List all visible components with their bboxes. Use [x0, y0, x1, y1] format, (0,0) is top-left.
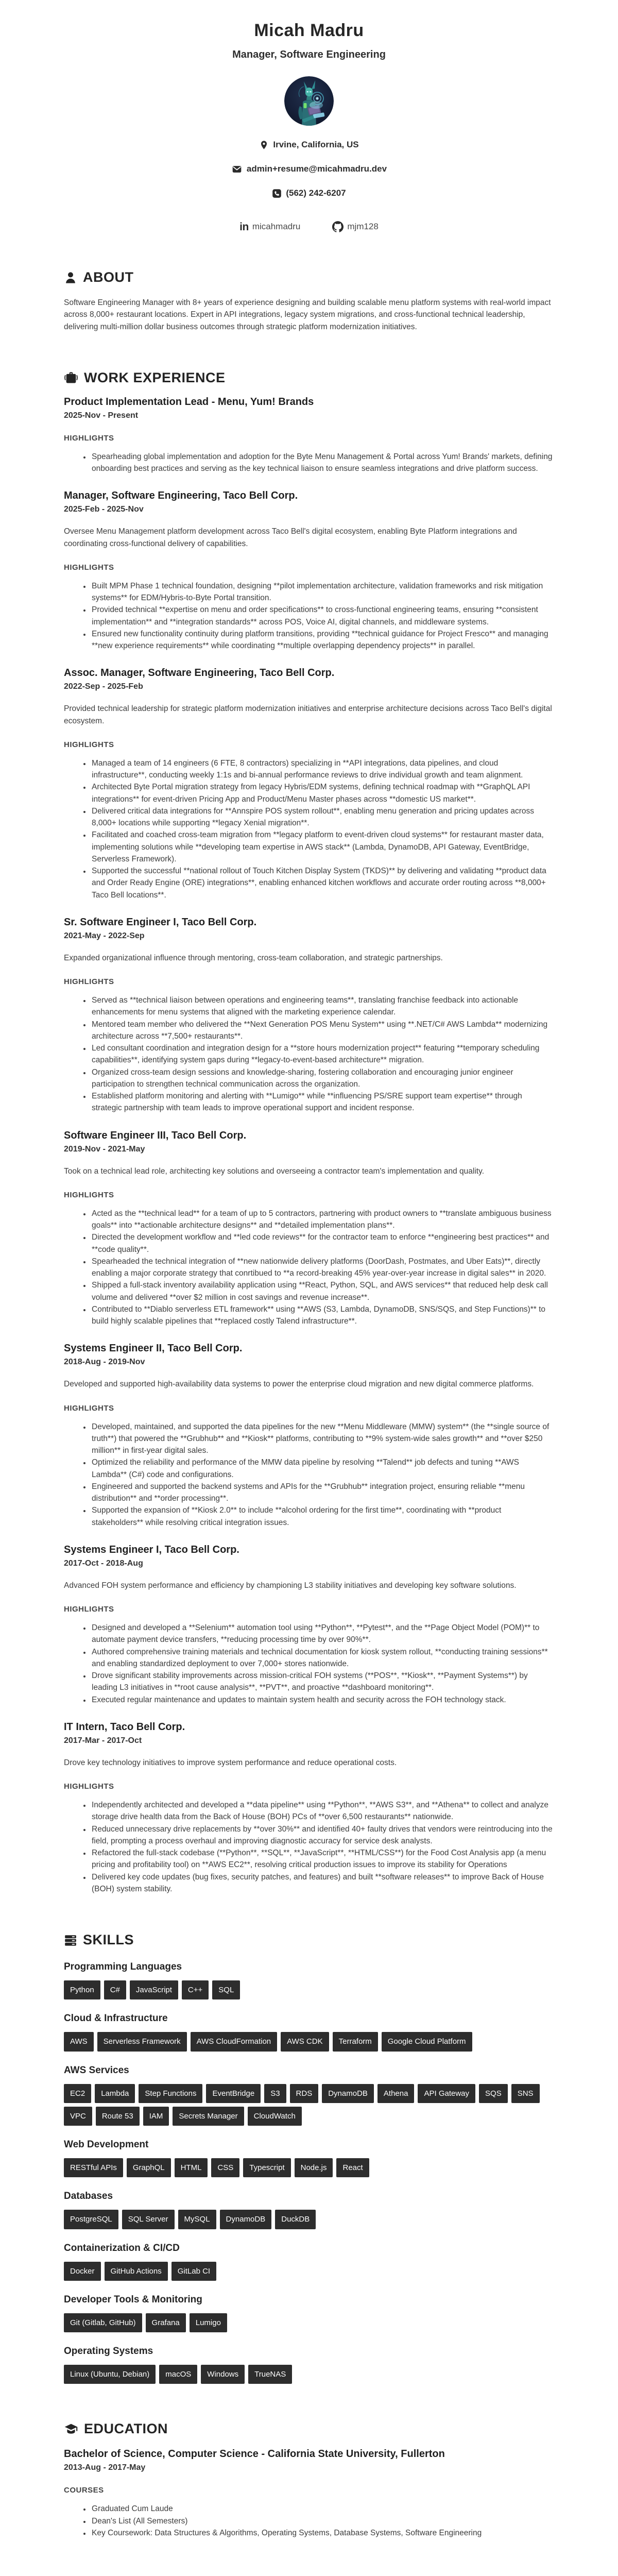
skill-group-label: Developer Tools & Monitoring: [64, 2294, 202, 2305]
job-entry: [64, 917, 554, 1114]
skill-badge-row: [64, 2365, 554, 2384]
avatar-illustration: [284, 76, 334, 126]
highlight-item: • Mentored team member who delivered the **Next Generation POS Menu System** using **.NET/C# AWS Lambda** modernizing architecture across **7,500+ restaurants**.: [91, 1019, 554, 1043]
highlight-item: • Refactored the full-stack codebase (**Python**, **SQL**, **JavaScript**, **HTML/CSS**) for the Food Cost Analysis app (a menu pricing and profitability tool) on **AWS EC2**, resolving critical production issues to improve its stability for Operations: [91, 1847, 554, 1871]
github-icon: [332, 221, 344, 232]
skill-group-label: Operating Systems: [64, 2346, 153, 2357]
contact-email[interactable]: [64, 164, 554, 174]
about-section: [64, 269, 554, 333]
skill-badge-row: [64, 2262, 554, 2281]
highlights-label: HIGHLIGHTS: [64, 977, 114, 986]
about-heading: ABOUT: [64, 269, 554, 285]
skill-badge: HTML: [175, 2158, 208, 2177]
job-title: Systems Engineer II, Taco Bell Corp.: [64, 1343, 243, 1354]
highlight-item: • Designed and developed a **Selenium** automation tool using **Python**, **Pytest**, and the **Page Object Model (POM)** to automate payment device transfers, **reducing processing time by over 90%**.: [91, 1622, 554, 1646]
job-dates: 2017-Mar - 2017-Oct: [64, 1736, 142, 1745]
server-icon: [64, 1934, 77, 1947]
skill-badge: PostgreSQL: [64, 2210, 118, 2229]
highlight-item: • Supported the expansion of **Kiosk 2.0** to include **alcohol ordering for the first time**, coordinating with **product stakeholders** while resolving critical integration issues.: [91, 1504, 554, 1529]
highlight-item: • Optimized the reliability and performance of the MMW data pipeline by resolving **Talend** job defects and tuning **AWS Lambda** (C#) code and configurations.: [91, 1456, 554, 1481]
highlight-item: • Organized cross-team design sessions and knowledge-sharing, fostering collaboration and encouraging junior engineer participation to strengthen technical communication across the organization.: [91, 1066, 554, 1091]
linkedin-username: micahmadru: [252, 222, 301, 231]
resume-page: [64, 0, 554, 2576]
skill-badge: Python: [64, 1980, 100, 1999]
job-entry: [64, 1343, 554, 1529]
skill-badge: Google Cloud Platform: [382, 2032, 472, 2051]
social-row: [64, 221, 554, 232]
skill-badge: Lumigo: [190, 2313, 227, 2332]
skill-badge-row: [64, 2313, 554, 2332]
highlight-item: • Developed, maintained, and supported the data pipelines for the new **Menu Middleware (MMW) system** (the **single source of truth**) that powered the **Grubhub** and **Kiosk** platforms, contributing to **9% system-wide sales growth** and **over $250 million** in first-year digital sales.: [91, 1421, 554, 1457]
briefcase-icon: [64, 370, 78, 385]
job-dates: 2025-Nov - Present: [64, 411, 139, 420]
skill-badge: Step Functions: [139, 2084, 202, 2103]
contact-location: [64, 140, 554, 150]
skill-badge: DynamoDB: [220, 2210, 272, 2229]
highlight-item: • Delivered key code updates (bug fixes, security patches, and features) and built **software releases** to improve Back of House (BOH) system stability.: [91, 1871, 554, 1895]
skill-badge-row: [64, 2210, 554, 2229]
skill-badge: IAM: [143, 2107, 169, 2126]
highlight-item: • Contributed to **Diablo serverless ETL framework** using **AWS (S3, Lambda, DynamoDB, SNS/SQS, and Step Functions)** to build highly scalable pipelines that **replaced costly Talend infrastructure**.: [91, 1303, 554, 1328]
job-entry: [64, 1721, 554, 1895]
job-title: Sr. Software Engineer I, Taco Bell Corp.: [64, 916, 257, 928]
course-list: [64, 2503, 554, 2539]
contact-phone[interactable]: [64, 188, 554, 198]
skill-group-label: Databases: [64, 2191, 113, 2202]
skill-badge: SQS: [479, 2084, 508, 2103]
skill-badge: Athena: [377, 2084, 415, 2103]
skill-badge: SQL: [212, 1980, 240, 1999]
skill-groups: [64, 1961, 554, 2384]
skill-badge: EventBridge: [206, 2084, 261, 2103]
resume-header: [64, 21, 554, 232]
job-highlight-list: [64, 1799, 554, 1895]
course-item: • Dean's List (All Semesters): [91, 2515, 554, 2527]
skill-badge: AWS CDK: [281, 2032, 329, 2051]
highlight-item: • Supported the successful **national rollout of Touch Kitchen Display System (TKDS)** by delivering and validating **product data and Order Ready Engine (ORE) integrations**, enabling enhanced kitchen workflows and accurate order routing across **8,000+ Taco Bell locations**.: [91, 865, 554, 901]
skills-section: [64, 1932, 554, 2384]
highlights-label: HIGHLIGHTS: [64, 1605, 114, 1614]
highlight-item: • Reduced unnecessary drive replacements by **over 30%** and identified 40+ faulty drives that vendors were reintroducing into the field, prompting a process overhaul and improving diagnostic accuracy for service desk analysts.: [91, 1823, 554, 1848]
skill-badge-row: [64, 1980, 554, 1999]
skill-badge: Terraform: [333, 2032, 378, 2051]
highlights-label: HIGHLIGHTS: [64, 1190, 114, 1199]
skill-group-label: Cloud & Infrastructure: [64, 2013, 168, 2024]
work-section: [64, 370, 554, 1895]
job-dates: 2025-Feb - 2025-Nov: [64, 505, 144, 514]
skill-badge: C++: [182, 1980, 209, 1999]
skill-badge-row: [64, 2158, 554, 2177]
work-heading: WORK EXPERIENCE: [64, 370, 554, 386]
linkedin-icon: in: [239, 221, 249, 233]
skill-badge: Docker: [64, 2262, 101, 2281]
highlight-item: • Managed a team of 14 engineers (6 FTE, 8 contractors) specializing in **API integrations, data pipelines, and cloud infrastructure**, conducting weekly 1:1s and bi-annual performance reviews to drive individual growth and team alignment.: [91, 757, 554, 782]
job-highlight-list: [64, 451, 554, 475]
email-icon: [231, 164, 243, 174]
skill-badge: macOS: [159, 2365, 197, 2384]
highlights-label: HIGHLIGHTS: [64, 433, 114, 443]
highlight-item: • Served as **technical liaison between operations and engineering teams**, translating franchise feedback into actionable enhancements for menu systems that aligned with the marketing experience calendar.: [91, 994, 554, 1019]
skill-badge-row: [64, 2032, 554, 2051]
skill-badge: DynamoDB: [322, 2084, 374, 2103]
location-text: Irvine, California, US: [273, 140, 359, 149]
education-dates: 2013-Aug - 2017-May: [64, 2463, 146, 2472]
skill-badge: Typescript: [243, 2158, 290, 2177]
highlight-item: • Spearheading global implementation and adoption for the Byte Menu Management & Portal across Yum! Brands' markets, defining onboarding best practices and serving as the key technical liaison to ensure seamless integrations and drive platform success.: [91, 451, 554, 475]
highlight-item: • Acted as the **technical lead** for a team of up to 5 contractors, partnering with product owners to **translate ambiguous business goals** into **actionable architecture designs** and **detailed implementation plans**.: [91, 1208, 554, 1232]
skill-group-label: Programming Languages: [64, 1961, 182, 1972]
job-summary: Expanded organizational influence through mentoring, cross-team collaboration, and strategic partnerships.: [64, 953, 443, 962]
job-highlight-list: [64, 1622, 554, 1706]
skill-badge: Route 53: [96, 2107, 140, 2126]
highlight-item: • Authored comprehensive training materials and technical documentation for kiosk system rollout, **conducting training sessions** and enabling standardized deployment to over 7,000+ stores nationwide.: [91, 1646, 554, 1670]
education-section: [64, 2421, 554, 2539]
email-text: admin+resume@micahmadru.dev: [246, 164, 387, 174]
skill-badge: VPC: [64, 2107, 92, 2126]
job-highlight-list: [64, 757, 554, 901]
courses-label: COURSES: [64, 2486, 104, 2495]
skill-badge: Grafana: [146, 2313, 186, 2332]
skill-badge: SQL Server: [122, 2210, 175, 2229]
avatar: [284, 76, 334, 126]
job-summary: Provided technical leadership for strategic platform modernization initiatives and enterprise architecture decisions across Taco Bell's digital ecosystem.: [64, 704, 552, 725]
job-dates: 2022-Sep - 2025-Feb: [64, 682, 143, 691]
highlight-item: • Spearheaded the technical integration of **new nationwide delivery platforms (DoorDash, Postmates, and Uber Eats)**, directly enabling a major corporate strategy that conrtibued to **a record-breaking 45% year-over-year increase in digital sales** in 2020.: [91, 1256, 554, 1280]
job-highlight-list: [64, 1421, 554, 1529]
skill-badge: EC2: [64, 2084, 91, 2103]
highlights-label: HIGHLIGHTS: [64, 1782, 114, 1791]
degree-title: Bachelor of Science, Computer Science - California State University, Fullerton: [64, 2448, 445, 2460]
highlights-label: HIGHLIGHTS: [64, 563, 114, 572]
about-text: Software Engineering Manager with 8+ years of experience designing and building scalable menu platform systems with real-world impact across 8,000+ restaurant locations. Expert in API integrations, legacy system migrations, and cross-functional technical leadership, delivering multi-million dollar business outcomes through strategic platform modernization initiatives.: [64, 298, 551, 331]
course-item: • Key Coursework: Data Structures & Algorithms, Operating Systems, Database Systems, Software Engineering: [91, 2527, 554, 2539]
skill-badge: MySQL: [178, 2210, 216, 2229]
highlight-item: • Engineered and supported the backend systems and APIs for the **Grubhub** integration project, ensuring reliable **menu distribution** and **order processing**.: [91, 1481, 554, 1505]
skill-badge: Windows: [201, 2365, 245, 2384]
skill-group-label: AWS Services: [64, 2064, 129, 2076]
skill-badge: S3: [264, 2084, 286, 2103]
highlight-item: • Facilitated and coached cross-team migration from **legacy platform to event-driven cloud systems** for restaurant master data, implementing solutions while **developing team expertise in AWS stack** (Lambda, DynamoDB, API Gateway, EventBridge, Serverless Framework).: [91, 829, 554, 865]
skill-badge: DuckDB: [275, 2210, 316, 2229]
job-entry: [64, 1130, 554, 1328]
job-dates: 2017-Oct - 2018-Aug: [64, 1558, 143, 1568]
phone-text: (562) 242-6207: [286, 188, 346, 198]
skill-badge: Serverless Framework: [97, 2032, 187, 2051]
skill-badge: GitHub Actions: [105, 2262, 168, 2281]
skill-badge-row: [64, 2084, 554, 2126]
skill-badge: AWS: [64, 2032, 94, 2051]
highlight-item: • Provided technical **expertise on menu and order specifications** to cross-functional engineering teams, ensuring **consistent implementation** and **integration standards** across POS, Voice AI, digital channels, and middleware systems.: [91, 604, 554, 628]
skill-badge: Linux (Ubuntu, Debian): [64, 2365, 156, 2384]
skill-badge: SNS: [511, 2084, 540, 2103]
skill-badge: Secrets Manager: [173, 2107, 244, 2126]
job-dates: 2019-Nov - 2021-May: [64, 1144, 145, 1154]
skill-badge: JavaScript: [130, 1980, 178, 1999]
skill-badge: CSS: [211, 2158, 239, 2177]
skill-badge: API Gateway: [418, 2084, 475, 2103]
skill-group-label: Web Development: [64, 2139, 149, 2150]
skill-badge: GitLab CI: [171, 2262, 216, 2281]
job-title: Systems Engineer I, Taco Bell Corp.: [64, 1544, 239, 1555]
highlight-item: • Established platform monitoring and alerting with **Lumigo** while **influencing PS/SRE support team expertise** through strategic partnership with team leads to improve operational support and incident response.: [91, 1090, 554, 1114]
skill-badge: Lambda: [95, 2084, 135, 2103]
job-entry: [64, 396, 554, 475]
skill-badge: RDS: [290, 2084, 319, 2103]
job-summary: Drove key technology initiatives to improve system performance and reduce operational costs.: [64, 1758, 397, 1767]
highlight-item: • Ensured new functionality continuity during platform transitions, providing **technical guidance for Project Fresco** and managing **new experience requirements** while coordinating **multiple overlapping dependency projects** in parallel.: [91, 628, 554, 652]
github-link[interactable]: [332, 221, 378, 232]
job-dates: 2021-May - 2022-Sep: [64, 931, 145, 940]
job-title: Assoc. Manager, Software Engineering, Taco Bell Corp.: [64, 667, 335, 679]
job-summary: Took on a technical lead role, architecting key solutions and overseeing a contractor team's implementation and quality.: [64, 1166, 485, 1176]
skill-group-label: Containerization & CI/CD: [64, 2242, 180, 2253]
highlight-item: • Built MPM Phase 1 technical foundation, designing **pilot implementation architecture, validation frameworks and risk mitigation systems** for EDM/Hybris-to-Byte Portal transition.: [91, 580, 554, 604]
github-username: mjm128: [347, 222, 379, 231]
skill-badge: Node.js: [295, 2158, 333, 2177]
job-summary: Developed and supported high-availability data systems to power the enterprise cloud migration and new digital commerce platforms.: [64, 1380, 534, 1389]
user-icon: [64, 271, 77, 284]
highlight-item: • Executed regular maintenance and updates to maintain system health and security across the FOH technology stack.: [91, 1694, 554, 1706]
job-title: Software Engineer III, Taco Bell Corp.: [64, 1129, 247, 1141]
highlight-item: • Directed the development workflow and **led code reviews** for the contractor team to enforce **engineering best practices** and **code quality**.: [91, 1231, 554, 1256]
skill-badge: RESTful APIs: [64, 2158, 123, 2177]
job-highlight-list: [64, 1208, 554, 1328]
skills-heading: SKILLS: [64, 1932, 554, 1948]
highlight-item: • Independently architected and developed a **data pipeline** using **Python**, **AWS S3**, and **Athena** to collect and analyze storage drive health data from the Back of House (BOH) PCs of **over 6,500 restaurants** nationwide.: [91, 1799, 554, 1823]
skill-badge: TrueNAS: [248, 2365, 292, 2384]
highlights-label: HIGHLIGHTS: [64, 1403, 114, 1413]
skill-badge: AWS CloudFormation: [191, 2032, 278, 2051]
skill-badge: React: [336, 2158, 369, 2177]
job-entry: [64, 490, 554, 652]
course-item: • Graduated Cum Laude: [91, 2503, 554, 2515]
job-entry: [64, 1544, 554, 1706]
education-heading: EDUCATION: [64, 2421, 554, 2437]
location-pin-icon: [259, 140, 269, 150]
job-title: Product Implementation Lead - Menu, Yum! Brands: [64, 396, 314, 408]
phone-icon: [272, 189, 282, 198]
job-highlight-list: [64, 994, 554, 1114]
skill-badge: GraphQL: [127, 2158, 171, 2177]
highlights-label: HIGHLIGHTS: [64, 740, 114, 749]
job-title: IT Intern, Taco Bell Corp.: [64, 1721, 185, 1733]
job-dates: 2018-Aug - 2019-Nov: [64, 1358, 145, 1367]
linkedin-link[interactable]: [239, 222, 300, 232]
skill-badge: C#: [104, 1980, 126, 1999]
highlight-item: • Drove significant stability improvements across mission-critical FOH systems (**POS**, **Kiosk**, **Payment Systems**) by leading L3 initiatives in **root cause analysis**, **PVT**, and proactive **dashboard monitoring**.: [91, 1670, 554, 1694]
person-title: Manager, Software Engineering: [232, 49, 386, 60]
skill-badge: CloudWatch: [248, 2107, 302, 2126]
highlight-item: • Shipped a full-stack inventory availability application using **React, Python, SQL, and AWS services** that reduced help desk call volume and delivered **over $2 million in cost savings and revenue increase**.: [91, 1279, 554, 1303]
job-list: [64, 396, 554, 1895]
job-summary: Advanced FOH system performance and efficiency by championing L3 stability initiatives and developing key software solutions.: [64, 1581, 517, 1590]
job-summary: Oversee Menu Management platform development across Taco Bell's digital ecosystem, enabling Byte Platform integrations and coordinating cross-functional delivery of capabilities.: [64, 527, 517, 548]
person-name: Micah Madru: [254, 21, 364, 40]
job-title: Manager, Software Engineering, Taco Bell Corp.: [64, 490, 298, 502]
highlight-item: • Led consultant coordination and integration design for a **store hours modernization project** featuring **temporary scheduling capabilities**, identifying system gaps during **legacy-to-event-based architecture** migration.: [91, 1042, 554, 1066]
job-entry: [64, 667, 554, 901]
graduation-cap-icon: [64, 2422, 78, 2436]
job-highlight-list: [64, 580, 554, 652]
skill-badge: Git (Gitlab, GitHub): [64, 2313, 142, 2332]
highlight-item: • Architected Byte Portal migration strategy from legacy Hybris/EDM systems, defining technical roadmap with **GraphQL API integrations** for event-driven Pricing App and Product/Menu Master phases across **domestic US market**.: [91, 781, 554, 805]
highlight-item: • Delivered critical data integrations for **Annspire POS system rollout**, enabling menu generation and pricing updates across 8,000+ locations while supporting **legacy Xenial migration**.: [91, 805, 554, 829]
